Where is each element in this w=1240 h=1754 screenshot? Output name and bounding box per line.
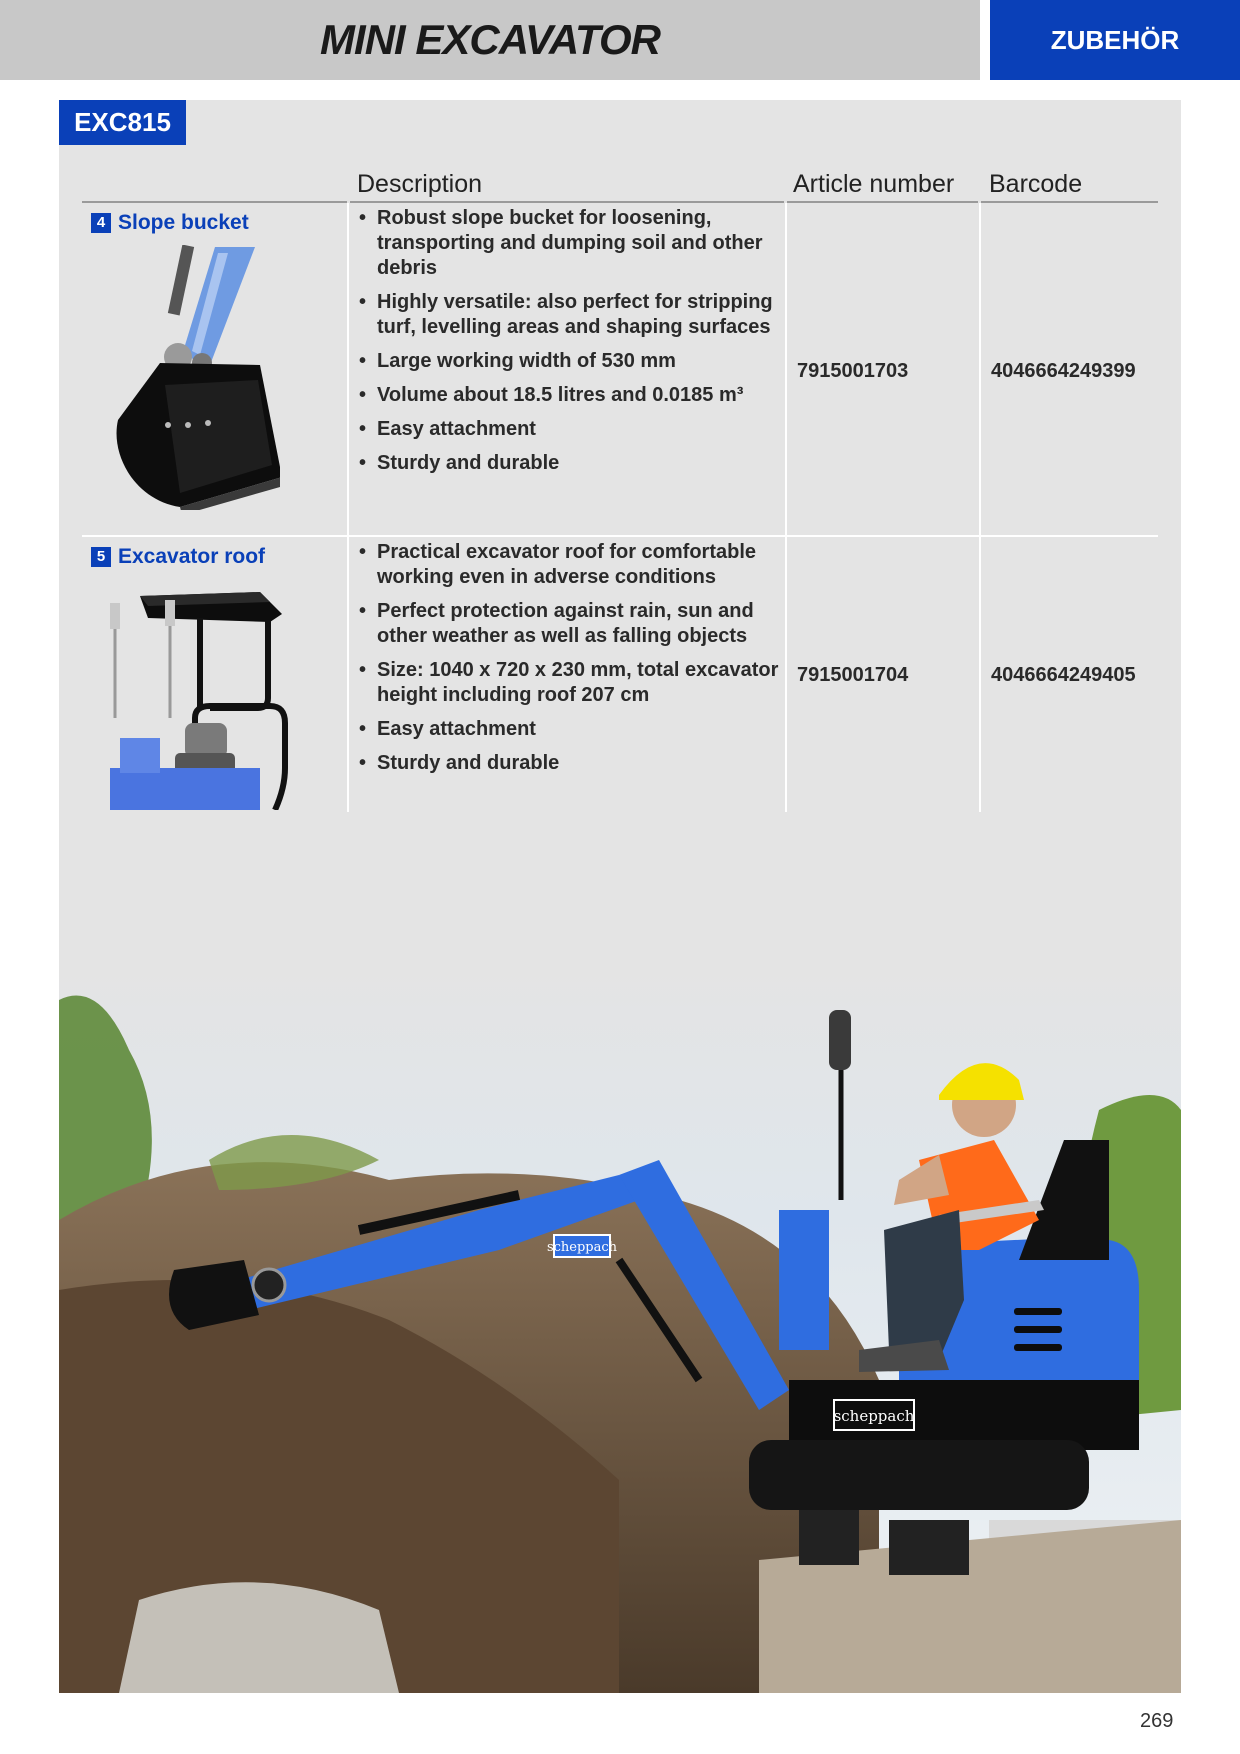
article-number: 7915001704 <box>797 664 909 686</box>
column-header-article-number: Article number <box>793 170 955 198</box>
row-divider <box>82 535 1158 537</box>
header-rule <box>82 201 347 203</box>
item-title-excavator-roof <box>91 545 265 569</box>
slope-bucket-image <box>110 245 280 510</box>
item-name: Excavator roof <box>118 545 266 568</box>
category-tab[interactable]: ZUBEHÖR <box>990 0 1240 80</box>
description-bullet: • Practical excavator roof for comfortable working even in adverse conditions <box>357 540 787 590</box>
body-brand-label: scheppach <box>833 1407 915 1425</box>
column-divider <box>347 203 349 812</box>
article-number: 7915001703 <box>797 360 909 382</box>
description-bullet: • Robust slope bucket for loosening, transporting and dumping soil and other debris <box>357 206 787 281</box>
excavator-roof-image <box>100 588 300 810</box>
page-title: MINI EXCAVATOR <box>320 16 660 63</box>
page-number: 269 <box>1140 1710 1174 1732</box>
description-bullet: • Highly versatile: also perfect for stripping turf, levelling areas and shaping surfaces <box>357 290 787 340</box>
header-rule <box>787 201 978 203</box>
excavator-in-use-photo <box>59 960 1181 1693</box>
description-bullet: • Large working width of 530 mm <box>357 349 787 374</box>
barcode: 4046664249399 <box>991 360 1136 382</box>
description-bullet: • Volume about 18.5 litres and 0.0185 m³ <box>357 383 787 408</box>
column-divider <box>979 203 981 812</box>
item-title-slope-bucket <box>91 211 249 235</box>
boom-brand-label: scheppach <box>546 1240 618 1255</box>
description-bullet: • Size: 1040 x 720 x 230 mm, total excavator height including roof 207 cm <box>357 658 787 708</box>
header-rule <box>981 201 1158 203</box>
barcode: 4046664249405 <box>991 664 1136 686</box>
description-bullet: • Easy attachment <box>357 417 787 442</box>
description-list <box>357 540 787 785</box>
description-bullet: • Sturdy and durable <box>357 451 787 476</box>
item-number-badge: 5 <box>91 547 111 567</box>
description-bullet: • Easy attachment <box>357 717 787 742</box>
column-header-description: Description <box>357 170 483 198</box>
model-badge: EXC815 <box>59 100 186 145</box>
item-name: Slope bucket <box>118 211 249 234</box>
column-header-barcode: Barcode <box>989 170 1083 198</box>
description-bullet: • Perfect protection against rain, sun and other weather as well as falling objects <box>357 599 787 649</box>
item-number-badge: 4 <box>91 213 111 233</box>
description-list <box>357 206 787 485</box>
header-rule <box>350 201 784 203</box>
description-bullet: • Sturdy and durable <box>357 751 787 776</box>
